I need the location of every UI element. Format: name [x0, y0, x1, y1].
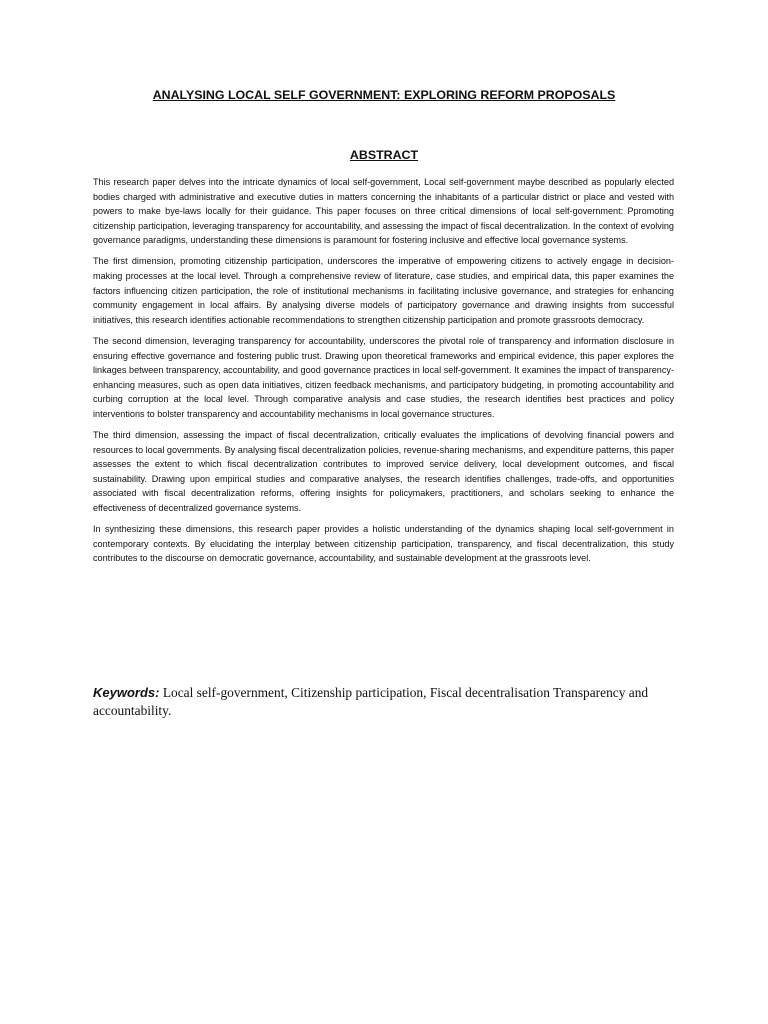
keywords-label [93, 685, 159, 700]
keywords-colon: : [155, 685, 160, 700]
keywords-text: Local self-government, Citizenship participation, Fiscal decentralisation Transparency and accountability. [93, 685, 649, 718]
abstract-paragraph-3: The second dimension, leveraging transparency for accountability, underscores the pivotal role of transparency and information disclosure in ensuring effective governance and fostering public trust. Drawing upon theoretical frameworks and empirical evidence, this paper explores the linkages between transparency, accountability, and good governance practices in local self-government. It examines the impact of transparency-enhancing measures, such as open data initiatives, citizen feedback mechanisms, and participatory budgeting, in promoting accountability and curbing corruption at the local level. Through comparative analysis and case studies, the research identifies best practices and policy interventions to bolster transparency and accountability mechanisms in local governance structures. [93, 335, 674, 419]
abstract-paragraph-2: The first dimension, promoting citizenship participation, underscores the imperative of empowering citizens to actively engage in decision-making processes at the local level. Through a comprehensive review of literature, case studies, and empirical data, this paper examines the factors influencing citizen participation, the role of institutional mechanisms in facilitating inclusive governance, and strategies for enhancing community engagement in local affairs. By analysing diverse models of participatory governance and drawing insights from successful initiatives, this research identifies actionable recommendations to strengthen citizenship participation and promote grassroots democracy. [93, 256, 674, 325]
abstract-paragraph-1: This research paper delves into the intricate dynamics of local self-government, Local self-government maybe described as popularly elected bodies charged with administrative and executive duties in matters concerning the inhabitants of a particular district or place and vested with powers to make bye-laws locally for their guidance. This paper focuses on three critical dimensions of local self-government: Ppromoting citizenship participation, leveraging transparency for accountability, and assessing the impact of fiscal decentralization. In the context of evolving governance paradigms, understanding these dimensions is paramount for fostering inclusive and effective local governance systems. [93, 177, 674, 246]
abstract-paragraph-5: In synthesizing these dimensions, this research paper provides a holistic understanding of the dynamics shaping local self-government in contemporary contexts. By elucidating the interplay between citizenship participation, transparency, and fiscal decentralization, this study contributes to the discourse on democratic governance, accountability, and sustainable development at the grassroots level. [93, 524, 674, 564]
abstract-paragraph-4: The third dimension, assessing the impact of fiscal decentralization, critically evaluates the implications of devolving financial powers and resources to local governments. By analysing fiscal decentralization policies, revenue-sharing mechanisms, and expenditure patterns, this paper assesses the extent to which fiscal decentralization contributes to improved service delivery, local development outcomes, and fiscal sustainability. Drawing upon empirical studies and comparative analyses, the research identifies challenges, trade-offs, and opportunities associated with fiscal decentralization reforms, offering insights for policymakers, practitioners, and scholars seeking to enhance the effectiveness of decentralized governance systems. [93, 430, 674, 513]
abstract-heading: ABSTRACT [349, 148, 419, 162]
paper-title: ANALYSING LOCAL SELF GOVERNMENT: EXPLORING REFORM PROPOSALS [152, 88, 616, 102]
keywords-label-text: Keywords [93, 685, 156, 700]
abstract-body [93, 175, 674, 572]
keywords-section [93, 684, 674, 720]
